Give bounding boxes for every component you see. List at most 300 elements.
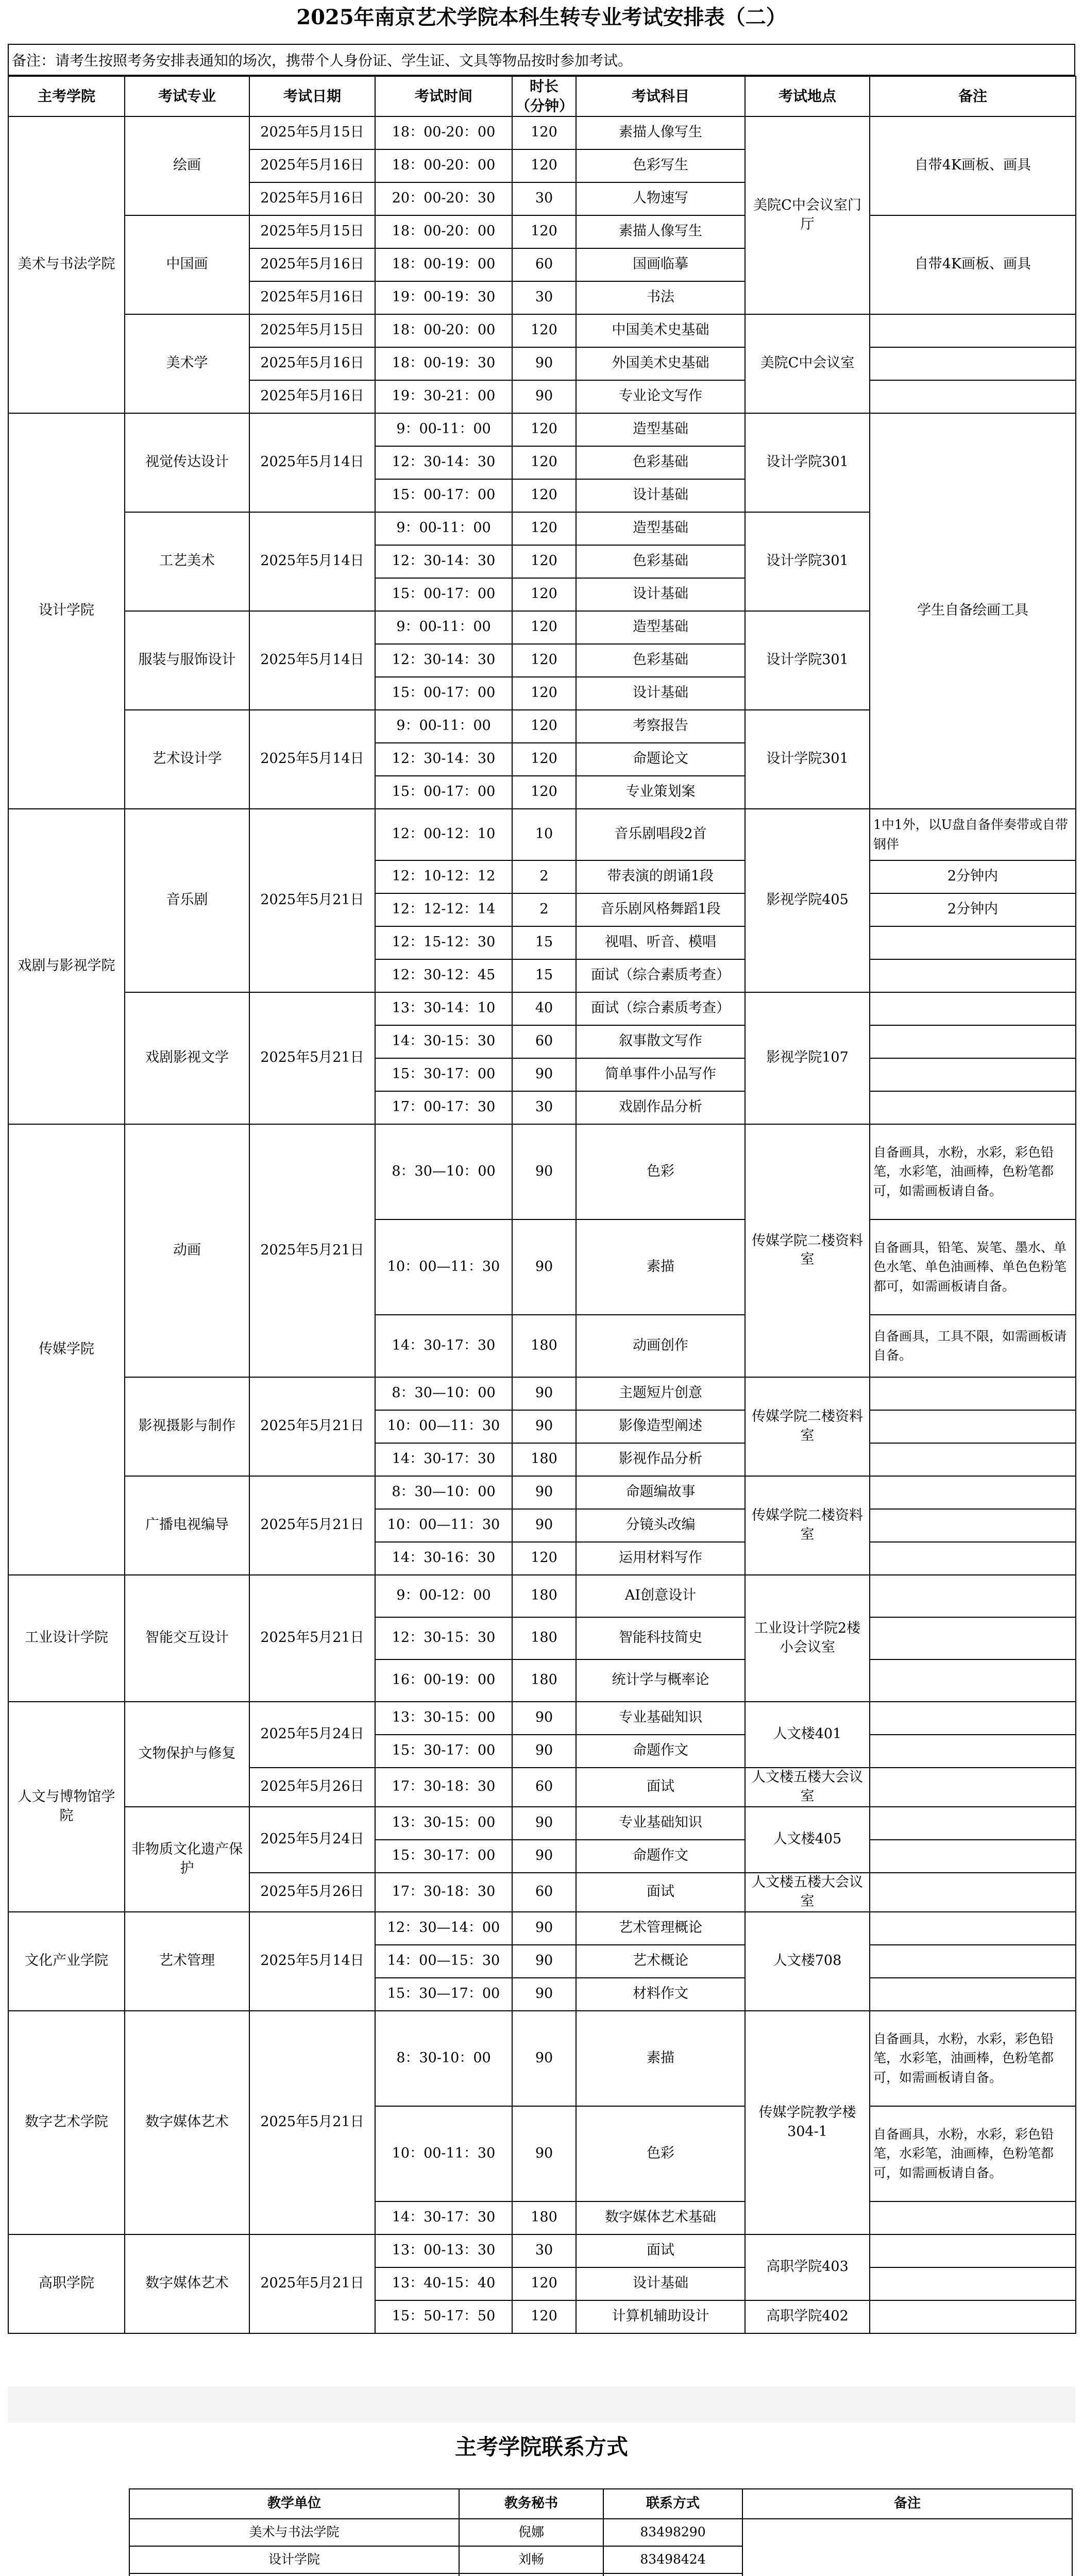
table-row <box>8 1124 1076 1219</box>
cell-remark <box>870 992 1076 1025</box>
cell-location: 传媒学院二楼资料室 <box>745 1124 870 1377</box>
cell-remark: 1中1外，以U盘自备伴奏带或自带钢伴 <box>870 809 1076 860</box>
cell-duration: 90 <box>512 1476 576 1509</box>
cell-major: 数字媒体艺术 <box>125 2234 249 2333</box>
cell-remark <box>870 2234 1076 2267</box>
cell-duration: 120 <box>512 545 576 578</box>
cell-subject: 素描 <box>576 2011 745 2106</box>
cell-exam-time: 10：00—11：30 <box>375 1219 512 1315</box>
cell-subject: 素描 <box>576 1219 745 1315</box>
cell-remark: 自备画具，水粉，水彩，彩色铅笔，水彩笔，油画棒，色粉笔都可，如需画板请自备。 <box>870 2011 1076 2106</box>
cell-subject: 色彩基础 <box>576 644 745 677</box>
cell-duration: 90 <box>512 2106 576 2201</box>
table-row <box>8 116 1076 149</box>
cell-exam-time: 12：30-14：30 <box>375 743 512 776</box>
cell-major: 音乐剧 <box>125 809 249 992</box>
cell-subject: 设计基础 <box>576 479 745 512</box>
cell-major: 戏剧影视文学 <box>125 992 249 1124</box>
cell-duration: 120 <box>512 677 576 710</box>
cell-location: 人文楼401 <box>745 1702 870 1768</box>
contact-phone: 83498290 <box>603 2519 742 2546</box>
cell-subject: 考察报告 <box>576 710 745 743</box>
table-row <box>8 809 1076 860</box>
cell-exam-time: 18：00-20：00 <box>375 215 512 248</box>
cell-exam-date: 2025年5月14日 <box>249 710 375 809</box>
cell-exam-time: 17：00-17：30 <box>375 1091 512 1124</box>
cell-exam-time: 13：30-15：00 <box>375 1807 512 1840</box>
contact-unit: 美术与书法学院 <box>129 2519 459 2546</box>
cell-duration: 120 <box>512 578 576 611</box>
cell-subject: 命题作文 <box>576 1735 745 1768</box>
cell-subject: 设计基础 <box>576 2267 745 2300</box>
cell-subject: 造型基础 <box>576 611 745 644</box>
contact-secretary <box>459 2573 603 2576</box>
cell-duration: 90 <box>512 1807 576 1840</box>
contact-header-remark: 备注 <box>742 2489 1072 2519</box>
cell-exam-time: 12：30-14：30 <box>375 644 512 677</box>
cell-major: 智能交互设计 <box>125 1575 249 1702</box>
cell-exam-time: 12：30-15：30 <box>375 1617 512 1659</box>
page-title: 2025年南京艺术学院本科生转专业考试安排表（二） <box>296 5 787 29</box>
contact-header-unit: 教学单位 <box>129 2489 459 2519</box>
cell-major: 文物保护与修复 <box>125 1702 249 1807</box>
cell-subject: 造型基础 <box>576 413 745 446</box>
cell-subject: 面试 <box>576 1768 745 1807</box>
cell-remark: 学生自备绘画工具 <box>870 413 1076 809</box>
cell-exam-time: 12：30-12：45 <box>375 959 512 992</box>
cell-exam-time: 18：00-20：00 <box>375 149 512 182</box>
cell-location: 影视学院107 <box>745 992 870 1124</box>
cell-location: 设计学院301 <box>745 611 870 710</box>
cell-exam-time: 12：00-12：10 <box>375 809 512 860</box>
cell-major: 动画 <box>125 1124 249 1377</box>
cell-exam-time: 14：30-15：30 <box>375 1025 512 1058</box>
cell-duration: 60 <box>512 1873 576 1912</box>
cell-location: 设计学院301 <box>745 710 870 809</box>
cell-duration: 180 <box>512 1315 576 1377</box>
cell-subject: 音乐剧风格舞蹈1段 <box>576 893 745 926</box>
cell-exam-date: 2025年5月14日 <box>249 413 375 512</box>
table-row <box>8 1476 1076 1509</box>
table-row <box>8 2011 1076 2106</box>
cell-duration: 120 <box>512 644 576 677</box>
table-row <box>8 1377 1076 1410</box>
cell-exam-time: 15：30-17：00 <box>375 1840 512 1873</box>
header-exam-date: 考试日期 <box>249 76 375 116</box>
cell-duration: 90 <box>512 1124 576 1219</box>
section-divider <box>8 2386 1075 2422</box>
cell-duration: 30 <box>512 182 576 215</box>
cell-duration: 120 <box>512 776 576 809</box>
cell-duration: 120 <box>512 116 576 149</box>
cell-remark: 自备画具，铅笔、炭笔、墨水、单色水笔、单色油画棒、单色色粉笔都可，如需画板请自备。 <box>870 1219 1076 1315</box>
cell-location: 人文楼405 <box>745 1807 870 1873</box>
cell-subject: 色彩基础 <box>576 446 745 479</box>
cell-remark: 自带4K画板、画具 <box>870 116 1076 215</box>
cell-subject: 色彩 <box>576 2106 745 2201</box>
cell-exam-date: 2025年5月24日 <box>249 1807 375 1873</box>
cell-location: 传媒学院二楼资料室 <box>745 1476 870 1575</box>
cell-exam-date: 2025年5月21日 <box>249 2234 375 2333</box>
table-row <box>8 413 1076 446</box>
cell-duration: 90 <box>512 1978 576 2011</box>
cell-exam-time: 15：00-17：00 <box>375 578 512 611</box>
cell-subject: 视唱、听音、模唱 <box>576 926 745 959</box>
cell-subject: 艺术概论 <box>576 1945 745 1978</box>
cell-subject: 国画临摹 <box>576 248 745 281</box>
cell-duration: 60 <box>512 1025 576 1058</box>
cell-remark <box>870 1058 1076 1091</box>
contact-table <box>129 2488 1073 2576</box>
cell-major: 美术学 <box>125 314 249 413</box>
cell-location: 高职学院402 <box>745 2300 870 2333</box>
cell-exam-time: 8：30—10：00 <box>375 1124 512 1219</box>
cell-location: 传媒学院教学楼304-1 <box>745 2011 870 2234</box>
cell-exam-date: 2025年5月26日 <box>249 1768 375 1807</box>
cell-duration: 90 <box>512 1735 576 1768</box>
cell-subject: 专业策划案 <box>576 776 745 809</box>
cell-remark <box>870 1840 1076 1873</box>
cell-duration: 120 <box>512 314 576 347</box>
cell-duration: 120 <box>512 446 576 479</box>
cell-major: 工艺美术 <box>125 512 249 611</box>
table-row <box>8 1912 1076 1945</box>
header-major: 考试专业 <box>125 76 249 116</box>
cell-location: 影视学院405 <box>745 809 870 992</box>
cell-duration: 10 <box>512 809 576 860</box>
cell-remark <box>870 1768 1076 1807</box>
cell-exam-time: 9：00-11：00 <box>375 413 512 446</box>
cell-subject: 戏剧作品分析 <box>576 1091 745 1124</box>
header-location: 考试地点 <box>745 76 870 116</box>
exam-schedule-table <box>8 76 1076 2334</box>
cell-duration: 90 <box>512 1058 576 1091</box>
cell-exam-time: 15：30—17：00 <box>375 1978 512 2011</box>
cell-remark <box>870 1025 1076 1058</box>
cell-exam-time: 12：10-12：12 <box>375 860 512 893</box>
cell-subject: 简单事件小品写作 <box>576 1058 745 1091</box>
cell-duration: 90 <box>512 2011 576 2106</box>
cell-duration: 180 <box>512 1575 576 1617</box>
cell-location: 人文楼708 <box>745 1912 870 2011</box>
cell-exam-time: 19：00-19：30 <box>375 281 512 314</box>
cell-subject: 命题编故事 <box>576 1476 745 1509</box>
cell-exam-time: 20：00-20：30 <box>375 182 512 215</box>
cell-duration: 120 <box>512 2300 576 2333</box>
cell-exam-time: 12：30-14：30 <box>375 545 512 578</box>
cell-exam-date: 2025年5月16日 <box>249 347 375 380</box>
cell-subject: 音乐剧唱段2首 <box>576 809 745 860</box>
cell-major: 视觉传达设计 <box>125 413 249 512</box>
cell-remark <box>870 926 1076 959</box>
cell-exam-time: 17：30-18：30 <box>375 1768 512 1807</box>
cell-location: 设计学院301 <box>745 413 870 512</box>
contact-secretary: 倪娜 <box>459 2519 603 2546</box>
cell-duration: 120 <box>512 743 576 776</box>
cell-duration: 2 <box>512 860 576 893</box>
cell-subject: 书法 <box>576 281 745 314</box>
cell-exam-date: 2025年5月14日 <box>249 512 375 611</box>
cell-duration: 120 <box>512 215 576 248</box>
cell-remark: 2分钟内 <box>870 893 1076 926</box>
cell-exam-time: 15：30-17：00 <box>375 1058 512 1091</box>
cell-remark <box>870 1509 1076 1542</box>
cell-remark <box>870 1575 1076 1617</box>
cell-exam-time: 15：00-17：00 <box>375 479 512 512</box>
cell-exam-time: 10：00-11：30 <box>375 2106 512 2201</box>
header-college: 主考学院 <box>8 76 125 116</box>
header-row <box>8 76 1076 116</box>
cell-duration: 60 <box>512 248 576 281</box>
cell-exam-time: 17：30-18：30 <box>375 1873 512 1912</box>
cell-exam-date: 2025年5月16日 <box>249 149 375 182</box>
cell-major: 艺术设计学 <box>125 710 249 809</box>
cell-exam-time: 18：00-19：30 <box>375 347 512 380</box>
cell-exam-time: 8：30—10：00 <box>375 1377 512 1410</box>
contact-phone: 83498424 <box>603 2546 742 2573</box>
cell-remark <box>870 380 1076 413</box>
cell-exam-time: 18：00-20：00 <box>375 116 512 149</box>
header-subject: 考试科目 <box>576 76 745 116</box>
cell-remark <box>870 1377 1076 1410</box>
cell-subject: 专业论文写作 <box>576 380 745 413</box>
cell-remark <box>870 2267 1076 2300</box>
cell-subject: 面试（综合素质考查） <box>576 992 745 1025</box>
cell-exam-date: 2025年5月14日 <box>249 611 375 710</box>
cell-duration: 180 <box>512 1617 576 1659</box>
cell-exam-time: 9：00-11：00 <box>375 611 512 644</box>
cell-exam-date: 2025年5月14日 <box>249 1912 375 2011</box>
cell-subject: 运用材料写作 <box>576 1542 745 1575</box>
cell-exam-time: 15：00-17：00 <box>375 677 512 710</box>
cell-remark <box>870 1735 1076 1768</box>
cell-exam-time: 18：00-20：00 <box>375 314 512 347</box>
cell-remark <box>870 1091 1076 1124</box>
cell-duration: 180 <box>512 1659 576 1702</box>
cell-duration: 60 <box>512 1768 576 1807</box>
cell-subject: 专业基础知识 <box>576 1807 745 1840</box>
cell-duration: 30 <box>512 1091 576 1124</box>
cell-exam-time: 13：00-13：30 <box>375 2234 512 2267</box>
cell-subject: 色彩基础 <box>576 545 745 578</box>
contact-title: 主考学院联系方式 <box>454 2434 628 2460</box>
cell-remark <box>870 1542 1076 1575</box>
cell-duration: 90 <box>512 380 576 413</box>
cell-college: 文化产业学院 <box>8 1912 125 2011</box>
cell-exam-date: 2025年5月15日 <box>249 314 375 347</box>
cell-exam-time: 13：30-15：00 <box>375 1702 512 1735</box>
cell-duration: 15 <box>512 959 576 992</box>
cell-subject: 材料作文 <box>576 1978 745 2011</box>
cell-exam-time: 15：30-17：00 <box>375 1735 512 1768</box>
cell-duration: 30 <box>512 2234 576 2267</box>
cell-remark <box>870 314 1076 347</box>
contact-unit: 设计学院 <box>129 2546 459 2573</box>
cell-remark: 自带4K画板、画具 <box>870 215 1076 314</box>
contact-phone <box>603 2573 742 2576</box>
cell-remark <box>870 2201 1076 2234</box>
cell-exam-date: 2025年5月21日 <box>249 1124 375 1377</box>
cell-subject: 艺术管理概论 <box>576 1912 745 1945</box>
cell-duration: 90 <box>512 347 576 380</box>
cell-exam-date: 2025年5月21日 <box>249 809 375 992</box>
cell-duration: 120 <box>512 1542 576 1575</box>
cell-exam-date: 2025年5月21日 <box>249 1377 375 1476</box>
cell-remark <box>870 2300 1076 2333</box>
cell-location: 工业设计学院2楼小会议室 <box>745 1575 870 1702</box>
contact-unit <box>129 2573 459 2576</box>
cell-duration: 120 <box>512 611 576 644</box>
cell-subject: 影像造型阐述 <box>576 1410 745 1443</box>
cell-subject: 素描人像写生 <box>576 116 745 149</box>
cell-exam-time: 12：30-14：30 <box>375 446 512 479</box>
cell-remark <box>870 959 1076 992</box>
cell-location: 传媒学院二楼资料室 <box>745 1377 870 1476</box>
cell-subject: 设计基础 <box>576 578 745 611</box>
cell-duration: 120 <box>512 149 576 182</box>
cell-remark: 自备画具，水粉，水彩，彩色铅笔，水彩笔，油画棒，色粉笔都可，如需画板请自备。 <box>870 1124 1076 1219</box>
cell-subject: 统计学与概率论 <box>576 1659 745 1702</box>
cell-exam-date: 2025年5月16日 <box>249 380 375 413</box>
table-row <box>8 992 1076 1025</box>
cell-subject: 命题论文 <box>576 743 745 776</box>
cell-duration: 90 <box>512 1410 576 1443</box>
cell-location: 高职学院403 <box>745 2234 870 2300</box>
cell-remark <box>870 1617 1076 1659</box>
cell-exam-date: 2025年5月24日 <box>249 1702 375 1768</box>
cell-duration: 30 <box>512 281 576 314</box>
cell-major: 绘画 <box>125 116 249 215</box>
cell-exam-date: 2025年5月21日 <box>249 1476 375 1575</box>
cell-duration: 2 <box>512 893 576 926</box>
cell-duration: 90 <box>512 1945 576 1978</box>
cell-duration: 90 <box>512 1840 576 1873</box>
cell-exam-date: 2025年5月16日 <box>249 248 375 281</box>
cell-remark: 自备画具，工具不限，如需画板请自备。 <box>870 1315 1076 1377</box>
cell-duration: 120 <box>512 2267 576 2300</box>
cell-location: 人文楼五楼大会议室 <box>745 1768 870 1807</box>
cell-college: 设计学院 <box>8 413 125 809</box>
header-duration: 时长（分钟） <box>512 76 576 116</box>
cell-duration: 90 <box>512 1509 576 1542</box>
cell-exam-time: 15：00-17：00 <box>375 776 512 809</box>
cell-exam-time: 9：00-11：00 <box>375 710 512 743</box>
cell-subject: 带表演的朗诵1段 <box>576 860 745 893</box>
cell-exam-date: 2025年5月15日 <box>249 116 375 149</box>
cell-subject: 叙事散文写作 <box>576 1025 745 1058</box>
cell-exam-time: 16：00-19：00 <box>375 1659 512 1702</box>
cell-major: 广播电视编导 <box>125 1476 249 1575</box>
cell-subject: 专业基础知识 <box>576 1702 745 1735</box>
cell-subject: 动画创作 <box>576 1315 745 1377</box>
contact-header-phone: 联系方式 <box>603 2489 742 2519</box>
cell-duration: 120 <box>512 413 576 446</box>
cell-duration: 120 <box>512 479 576 512</box>
cell-major: 艺术管理 <box>125 1912 249 2011</box>
cell-exam-time: 14：30-17：30 <box>375 1443 512 1476</box>
cell-subject: 数字媒体艺术基础 <box>576 2201 745 2234</box>
table-row <box>8 215 1076 248</box>
cell-exam-time: 9：00-12：00 <box>375 1575 512 1617</box>
cell-exam-time: 14：30-17：30 <box>375 2201 512 2234</box>
exam-note: 备注：请考生按照考务安排表通知的场次，携带个人身份证、学生证、文具等物品按时参加考试。 <box>8 44 1075 76</box>
contact-header-secretary: 教务秘书 <box>459 2489 603 2519</box>
cell-remark <box>870 1476 1076 1509</box>
cell-subject: 命题作文 <box>576 1840 745 1873</box>
cell-subject: 造型基础 <box>576 512 745 545</box>
cell-college: 高职学院 <box>8 2234 125 2333</box>
cell-exam-time: 14：00—15：30 <box>375 1945 512 1978</box>
table-row <box>8 1807 1076 1840</box>
cell-remark <box>870 1945 1076 1978</box>
cell-college: 美术与书法学院 <box>8 116 125 413</box>
cell-major: 中国画 <box>125 215 249 314</box>
table-row <box>8 2234 1076 2267</box>
cell-exam-time: 14：30-16：30 <box>375 1542 512 1575</box>
cell-subject: AI创意设计 <box>576 1575 745 1617</box>
cell-exam-time: 12：30—14：00 <box>375 1912 512 1945</box>
cell-duration: 180 <box>512 1443 576 1476</box>
cell-exam-date: 2025年5月16日 <box>249 281 375 314</box>
cell-major: 影视摄影与制作 <box>125 1377 249 1476</box>
cell-exam-time: 19：30-21：00 <box>375 380 512 413</box>
cell-remark: 2分钟内 <box>870 860 1076 893</box>
cell-college: 人文与博物馆学院 <box>8 1702 125 1912</box>
contact-header-row <box>129 2489 1072 2519</box>
cell-exam-time: 13：40-15：40 <box>375 2267 512 2300</box>
cell-exam-time: 10：00—11：30 <box>375 1410 512 1443</box>
cell-major: 服装与服饰设计 <box>125 611 249 710</box>
cell-duration: 120 <box>512 512 576 545</box>
cell-exam-time: 18：00-19：00 <box>375 248 512 281</box>
contact-row <box>129 2519 1072 2546</box>
cell-subject: 外国美术史基础 <box>576 347 745 380</box>
cell-major: 非物质文化遗产保护 <box>125 1807 249 1912</box>
cell-exam-time: 13：30-14：10 <box>375 992 512 1025</box>
cell-exam-date: 2025年5月16日 <box>249 182 375 215</box>
cell-subject: 主题短片创意 <box>576 1377 745 1410</box>
cell-location: 美院C中会议室门厅 <box>745 116 870 314</box>
table-row <box>8 1575 1076 1617</box>
cell-duration: 90 <box>512 1912 576 1945</box>
cell-remark <box>870 1912 1076 1945</box>
cell-exam-date: 2025年5月21日 <box>249 2011 375 2234</box>
cell-subject: 设计基础 <box>576 677 745 710</box>
cell-subject: 面试 <box>576 1873 745 1912</box>
cell-remark <box>870 1978 1076 2011</box>
cell-duration: 40 <box>512 992 576 1025</box>
cell-exam-date: 2025年5月21日 <box>249 1575 375 1702</box>
header-remark: 备注 <box>870 76 1076 116</box>
cell-exam-time: 12：15-12：30 <box>375 926 512 959</box>
cell-remark <box>870 1410 1076 1443</box>
cell-subject: 素描人像写生 <box>576 215 745 248</box>
cell-remark <box>870 347 1076 380</box>
cell-duration: 180 <box>512 2201 576 2234</box>
cell-college: 数字艺术学院 <box>8 2011 125 2234</box>
contact-remark <box>742 2519 1072 2576</box>
cell-college: 戏剧与影视学院 <box>8 809 125 1124</box>
cell-remark: 自备画具，水粉，水彩，彩色铅笔，水彩笔，油画棒，色粉笔都可，如需画板请自备。 <box>870 2106 1076 2201</box>
cell-subject: 影视作品分析 <box>576 1443 745 1476</box>
cell-location: 设计学院301 <box>745 512 870 611</box>
cell-exam-time: 8：30—10：00 <box>375 1476 512 1509</box>
cell-subject: 人物速写 <box>576 182 745 215</box>
cell-exam-time: 12：12-12：14 <box>375 893 512 926</box>
contact-secretary: 刘畅 <box>459 2546 603 2573</box>
cell-remark <box>870 1702 1076 1735</box>
cell-subject: 色彩 <box>576 1124 745 1219</box>
